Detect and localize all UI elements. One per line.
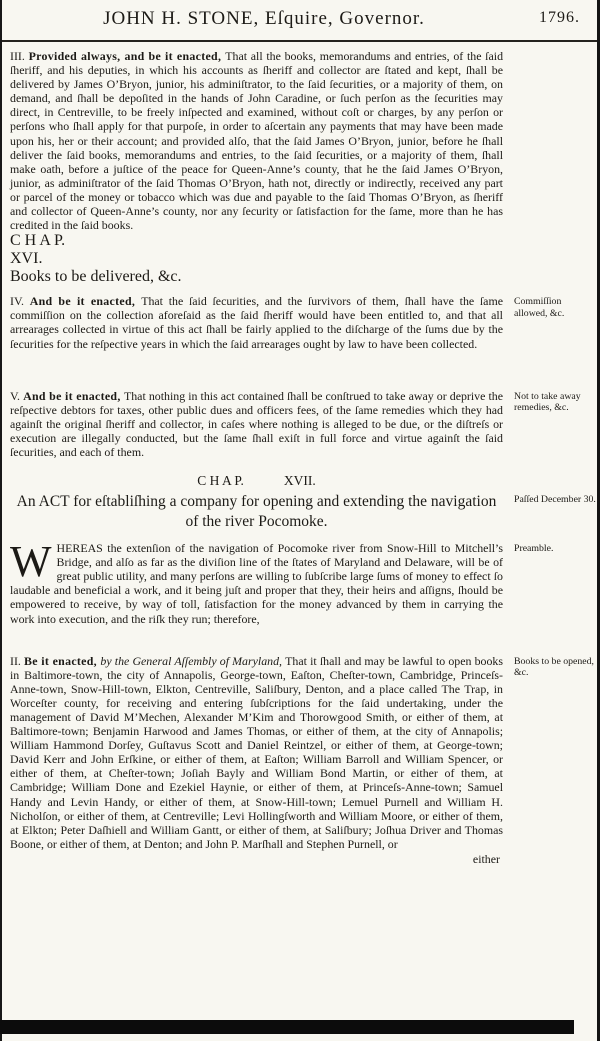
- bottom-scan-bar: [0, 1020, 574, 1034]
- enacting-clause: And be it enacted,: [29, 294, 142, 309]
- catchword: either: [472, 851, 500, 866]
- drop-cap: W: [10, 537, 52, 587]
- margin-note-books-opened: Books to be opened, &c.: [514, 655, 594, 679]
- margin-note-passed: Paſſed December 30.: [514, 494, 596, 506]
- section-v-paragraph: [10, 388, 581, 459]
- section-ii-paragraph: [10, 653, 594, 851]
- page-header: [10, 8, 588, 36]
- section-body: That all the books, memorandums and entries, of the ſaid ſheriff, and his deputies, in which his accounts as ſheriff and collector are ſtated and kept, ſhall be delivered by James O’Bryon, junior, his adminiſtrator, to the ſaid ſecurities, or a majority of them, on demand, and ſhall be depoſited in the hands of John Caradine, or ſuch perſon as the ſecurities may direct, in Centreville, to be freely inſpected and examined, without coſt or charges, by any perſon or perſons who ſhall apply for that purpoſe, in order to aſcertain any payments that may have been made upon his, her or their account; and provided alſo, that the ſaid James O’Bryon, junior, before he ſhall deliver the ſaid books, memorandums and entries, to the ſaid ſecurities, or a majority of them, ſhall make oath, before a juſtice of the peace for Queen-Anne’s county, that he the ſaid James O’Bryon, junior, as adminiſtrator of the ſaid Thomas O’Bryon, hath not, directly or indirectly, received any part or parcel of the money or tobacco which was due and payable to the ſaid Thomas O’Bryon, as ſheriff and collector of Queen-Anne’s county, nor any ſecurity or ſatisfaction for the ſame, more than he has credited in the ſaid books.: [10, 49, 504, 233]
- document-body: [0, 42, 600, 866]
- section-number: IV.: [10, 294, 30, 309]
- year-label: 1796.: [539, 9, 580, 26]
- chapter-heading-label: C H A P.: [197, 473, 244, 489]
- section-body: That it ſhall and may be lawful to open books in Baltimore-town, the city of Annapolis, George-town, Eaſton, Cheſter-town, Cambridge, Princeſs-Anne-town, Snow-Hill-town, Elkton, Centreville, Saliſbury, Denton, and a place called The Trap, in Worceſter county, for receiving and entering ſubſcriptions for the ſaid undertaking, under the management of David M’Mechen, Alexander M’Kim and Thorowgood Smith, or either of them, at Baltimore-town; Benjamin Harwood and James Thomas, or either of them, at the city of Annapolis; William Hammond Dorſey, Guſtavus Scott and Daniel Reintzel, or either of them, at George-town; David Kerr and John Erſkine, or either of them, at Eaſton; William Barroll and William Spencer, or either of them, at Cheſter-town; Joſiah Bayly and William Bond Martin, or either of them, at Cambridge; William Done and Ezekiel Haynie, or either of them, at Princeſs-Anne-town; Samuel Handy and Levin Handy, or either of them, at Snow-Hill-town; Lemuel Purnell and William H. Nicholſon, or either of them, at Centreville; Levi Hollingſworth and William Moore, or either of them, at Elkton; Peter Daſhiell and William Gantt, or either of them, at Saliſbury; Joſhua Driver and Thomas Boone, or either of them, at Denton; and John P. Marſhall and Stephen Purnell, or: [10, 653, 504, 851]
- enacting-clause: Be it enacted,: [24, 653, 101, 668]
- governor-title: JOHN H. STONE, Eſquire, Governor.: [103, 8, 425, 29]
- left-edge-scan-artifact: [0, 0, 2, 1041]
- section-body: That nothing in this act contained ſhall be conſtrued to take away or deprive the reſpective debtors for taxes, other public dues and officers fees, of the ſame remedies which they had againſt the original ſheriff and collector, in caſes where nothing is alleged to be due, or the diſtreſs or execution are illegally conducted, but the ſame ſhall exiſt in full force and virtue againſt the ſaid ſecurities, and each of them.: [10, 388, 503, 459]
- section-number: III.: [10, 49, 29, 63]
- preamble-paragraph: [10, 537, 554, 626]
- chapter-number: XVI.: [10, 250, 43, 268]
- authority-clause: by the General Aſſembly of Maryland,: [100, 653, 286, 668]
- margin-note-commission: Commiſſion allowed, &c.: [514, 296, 565, 319]
- enacting-clause: Provided always, and be it enacted,: [28, 49, 226, 63]
- margin-note-books-delivered: Books to be delivered, &c.: [10, 268, 182, 286]
- chapter-label: C H A P.: [10, 232, 66, 250]
- section-number: V.: [10, 388, 24, 403]
- act-title: [10, 492, 596, 531]
- section-iv-paragraph: [10, 294, 565, 351]
- preamble-text: HEREAS the extenſion of the navigation of Pocomoke river from Snow-Hill to Mitchell’s Bridge, and alſo as far as the diviſion line of the ſtates of Maryland and Delaware, will be of great public utility, and many perſons are willing to ſubſcribe large ſums of money to effect ſo laudable and beneficial a work, and it being juſt and proper that they, their heirs and aſſigns, ſhould be empowered to receive, by way of toll, ſatisfaction for the money advanced by them in carrying the work into execution, and the riſk they run; therefore,: [10, 541, 503, 626]
- chapter-heading: [10, 473, 503, 489]
- section-iii-paragraph: [10, 49, 503, 232]
- section-number: II.: [10, 653, 25, 668]
- act-title-text: An ACT for eſtabliſhing a company for opening and extending the navigation of the river Pocomoke.: [16, 493, 497, 530]
- section-body: That the ſaid ſecurities, and the ſurvivors of them, ſhall have the ſame commiſſion on the collection aforeſaid as the ſaid ſheriff would have been entitled to, and that all arrearages collected in virtue of this act ſhall be fairly applied to the diſcharge of the ſums due by the ſecurities for the reſpective years in which the ſaid arrearages ought by law to have been collected.: [10, 294, 503, 351]
- margin-note-preamble: Preamble.: [514, 543, 554, 555]
- chapter-heading-number: XVII.: [283, 473, 316, 489]
- margin-note-remedies: Not to take away remedies, &c.: [514, 390, 581, 414]
- enacting-clause: And be it enacted,: [23, 388, 124, 403]
